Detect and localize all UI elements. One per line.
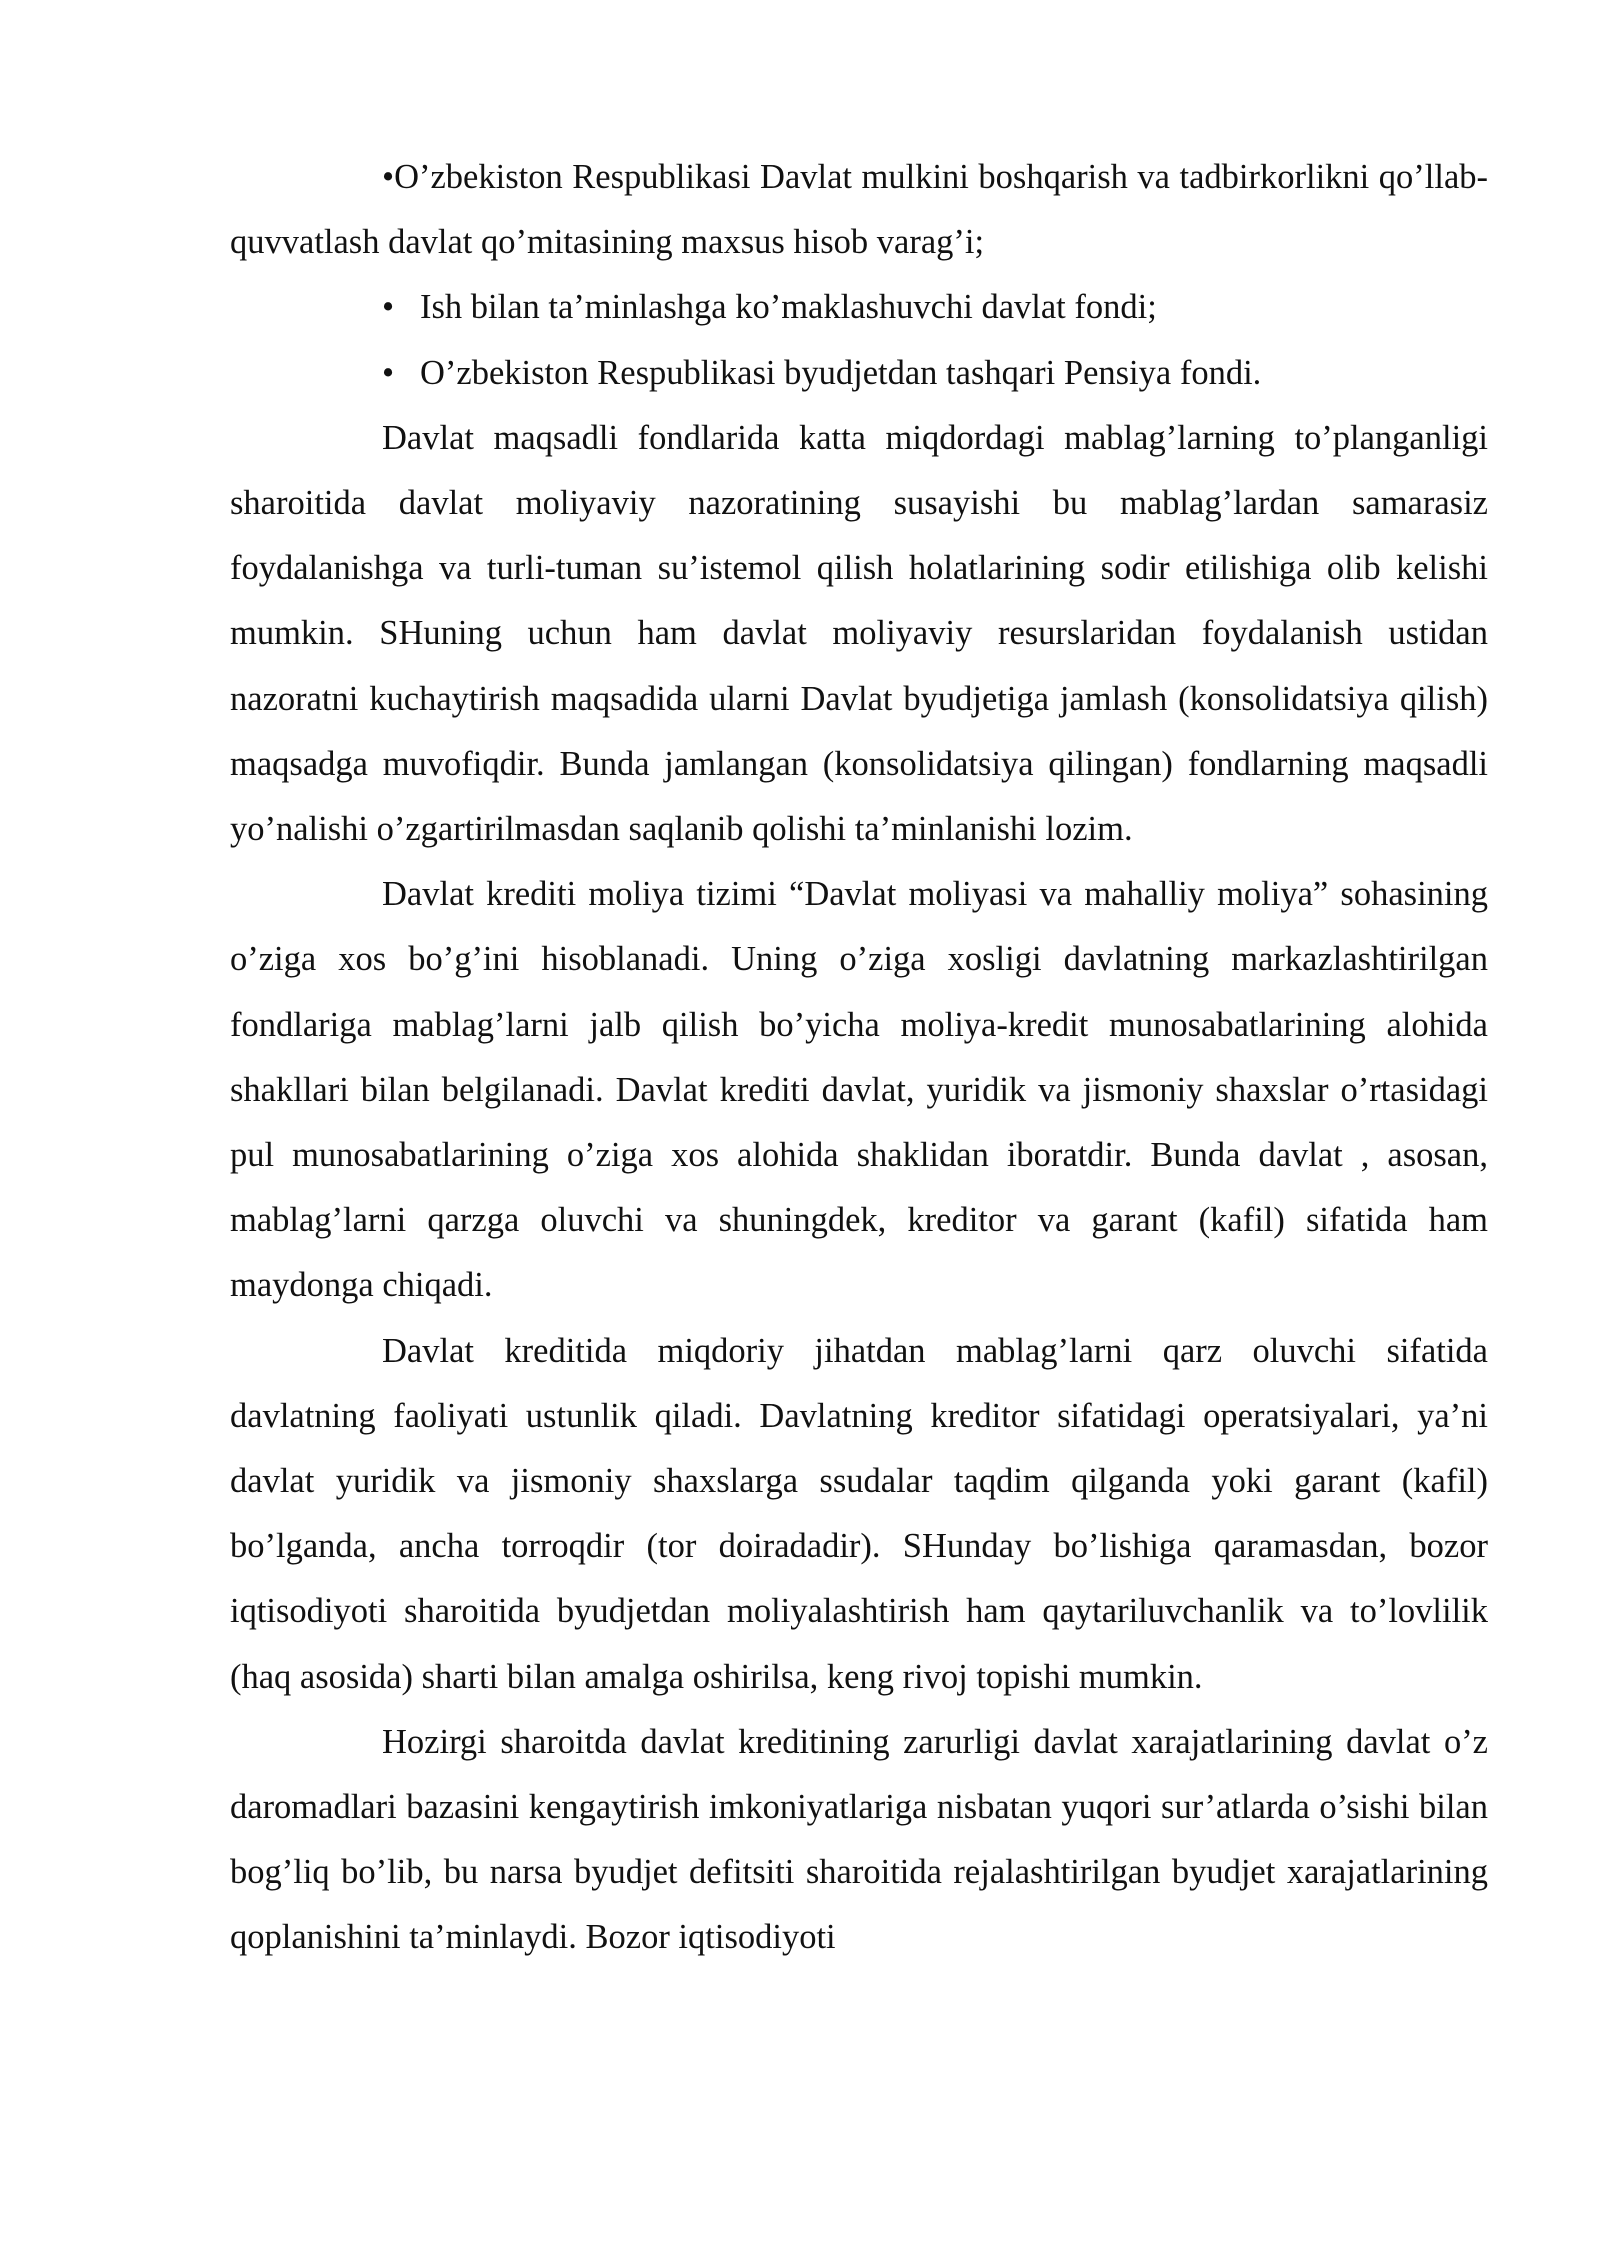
paragraph: Hozirgi sharoitda davlat kreditining zarurligi davlat xarajatlarining davlat o’z daromadlari bazasini kengaytirish imkoniyatlariga nisbatan yuqori sur’atlarda o’sishi bilan bog’liq bo’lib, bu narsa byudjet defitsiti sharoitida rejalashtirilgan byudjet xarajatlarining qoplanishini ta’minlaydi. Bozor iqtisodiyoti [230, 1722, 1488, 1957]
bullet-text: Ish bilan ta’minlashga ko’maklashuvchi davlat fondi; [420, 288, 1157, 327]
paragraph: Davlat maqsadli fondlarida katta miqdordagi mablag’larning to’planganligi sharoitida davlat moliyaviy nazoratining susayishi bu mablag’lardan samarasiz foydalanishga va turli-tuman su’istemol qilish holatlarining sodir etilishiga olib kelishi mumkin. SHuning uchun ham davlat moliyaviy resurslaridan foydalanish ustidan nazoratni kuchaytirish maqsadida ularni Davlat byudjetiga jamlash (konsolidatsiya qilish) maqsadga muvofiqdir. Bunda jamlangan (konsolidatsiya qilingan) fondlarning maqsadli yo’nalishi o’zgartirilmasdan saqlanib qolishi ta’minlanishi lozim. [230, 418, 1488, 849]
bullet-marker: • [382, 288, 395, 327]
document-page [230, 145, 1488, 1971]
bullet-item-3 [230, 341, 1488, 406]
paragraph: Davlat krediti moliya tizimi “Davlat moliyasi va mahalliy moliya” sohasining o’ziga xos bo’g’ini hisoblanadi. Uning o’ziga xosligi davlatning markazlashtirilgan fondlariga mablag’larni jalb qilish bo’yicha moliya-kredit munosabatlarining alohida shakllari bilan belgilanadi. Davlat krediti davlat, yuridik va jismoniy shaxslar o’rtasidagi pul munosabatlarining o’ziga xos alohida shaklidan iboratdir. Bunda davlat , asosan, mablag’larni qarzga oluvchi va shuningdek, kreditor va garant (kafil) sifatida ham maydonga chiqadi. [230, 875, 1488, 1305]
bullet-item-1 [230, 145, 1488, 275]
paragraph: Davlat kreditida miqdoriy jihatdan mablag’larni qarz oluvchi sifatida davlatning faoliyati ustunlik qiladi. Davlatning kreditor sifatidagi operatsiyalari, ya’ni davlat yuridik va jismoniy shaxslarga ssudalar taqdim qilganda yoki garant (kafil) bo’lganda, ancha torroqdir (tor doiradadir). SHunday bo’lishiga qaramasdan, bozor iqtisodiyoti sharoitida byudjetdan moliyalashtirish ham qaytariluvchanlik va to’lovlilik (haq asosida) sharti bilan amalga oshirilsa, keng rivoj topishi mumkin. [230, 1331, 1488, 1696]
bullet-text: O’zbekiston Respublikasi byudjetdan tashqari Pensiya fondi. [420, 353, 1262, 392]
bullet-marker: • [382, 353, 395, 392]
bullet-text: O’zbekiston Respublikasi Davlat mulkini boshqarish va tadbirkorlikni qo’llab-quvvatlash davlat qo’mitasining maxsus hisob varag’i; [230, 158, 1488, 262]
bullet-item-2 [230, 275, 1488, 340]
bullet-marker: • [382, 158, 395, 196]
